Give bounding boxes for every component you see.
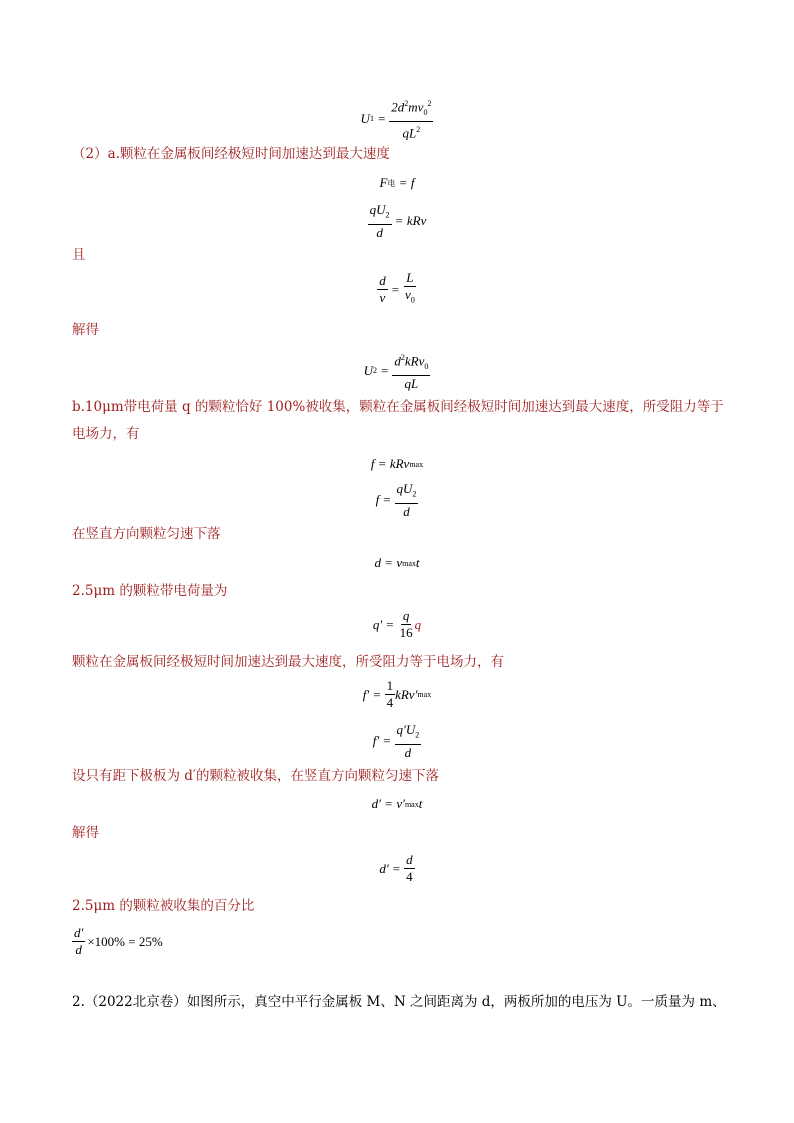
text-qie: 且 (72, 247, 86, 263)
equation-dprime-d4: d′ = $\frac{d}{4}$ (379, 852, 413, 884)
text-jiede-1: 解得 (72, 322, 99, 338)
equation-d-over-v: $\frac{d}{v}$ = $\frac{L}{v_0}$ (379, 270, 415, 305)
equation-u2: U 2 = $\frac{d^2kRv_0}{qL}$ (0, 350, 794, 392)
part-2a-text: （2）a.颗粒在金属板间经极短时间加速达到最大速度 (72, 146, 390, 162)
equation-f-krv: f = kRv max (370, 456, 424, 471)
equation-fdian: F 电 = f (379, 175, 415, 190)
equation-qu2-krv: $\frac{qU_2}{d}$ = kRv (369, 202, 427, 240)
question-2-text: 2.（2022北京卷）如图所示，真空中平行金属板 M、N 之间距离为 d，两板所加的电压为 U。一质量为 m、 (72, 994, 726, 1010)
part-b-line-1: b.10μm带电荷量 q 的颗粒恰好 100%被收集，颗粒在金属板间经极短时间加速达到最大速度，所受阻力等于 (72, 399, 724, 415)
text-fall: 在竖直方向颗粒匀速下落 (72, 526, 221, 542)
text-25-charge: 2.5μm 的颗粒带电荷量为 (72, 583, 228, 599)
equation-u1: U 1 = $\frac{2d^2mv_0^2}{qL^2}$ (0, 96, 794, 141)
equation-percent: $\frac{d'}{d}$ ×100% = 25% (74, 925, 163, 957)
equation-d-vmax-t: d = v max t (374, 555, 420, 570)
equation-fprime-2: f′ = $\frac{q'U_2}{d}$ (372, 722, 420, 760)
text-assume: 设只有距下极板为 d′的颗粒被收集，在竖直方向颗粒匀速下落 (72, 768, 439, 784)
equation-qprime: q′ = $\frac{q}{16}$ q (372, 608, 422, 640)
equation-fprime-1: f′ = $\frac{1}{4}$ kRv′ max (362, 678, 432, 710)
text-jiede-2: 解得 (72, 825, 99, 841)
text-again: 颗粒在金属板间经极短时间加速达到最大速度，所受阻力等于电场力，有 (72, 654, 504, 670)
equation-f-qu2: f = $\frac{qU_2}{d}$ (375, 481, 417, 519)
text-percent: 2.5μm 的颗粒被收集的百分比 (72, 898, 255, 914)
part-b-line-2: 电场力，有 (72, 426, 140, 442)
equation-dprime-vmax-t: d′ = v′ max t (371, 796, 423, 811)
